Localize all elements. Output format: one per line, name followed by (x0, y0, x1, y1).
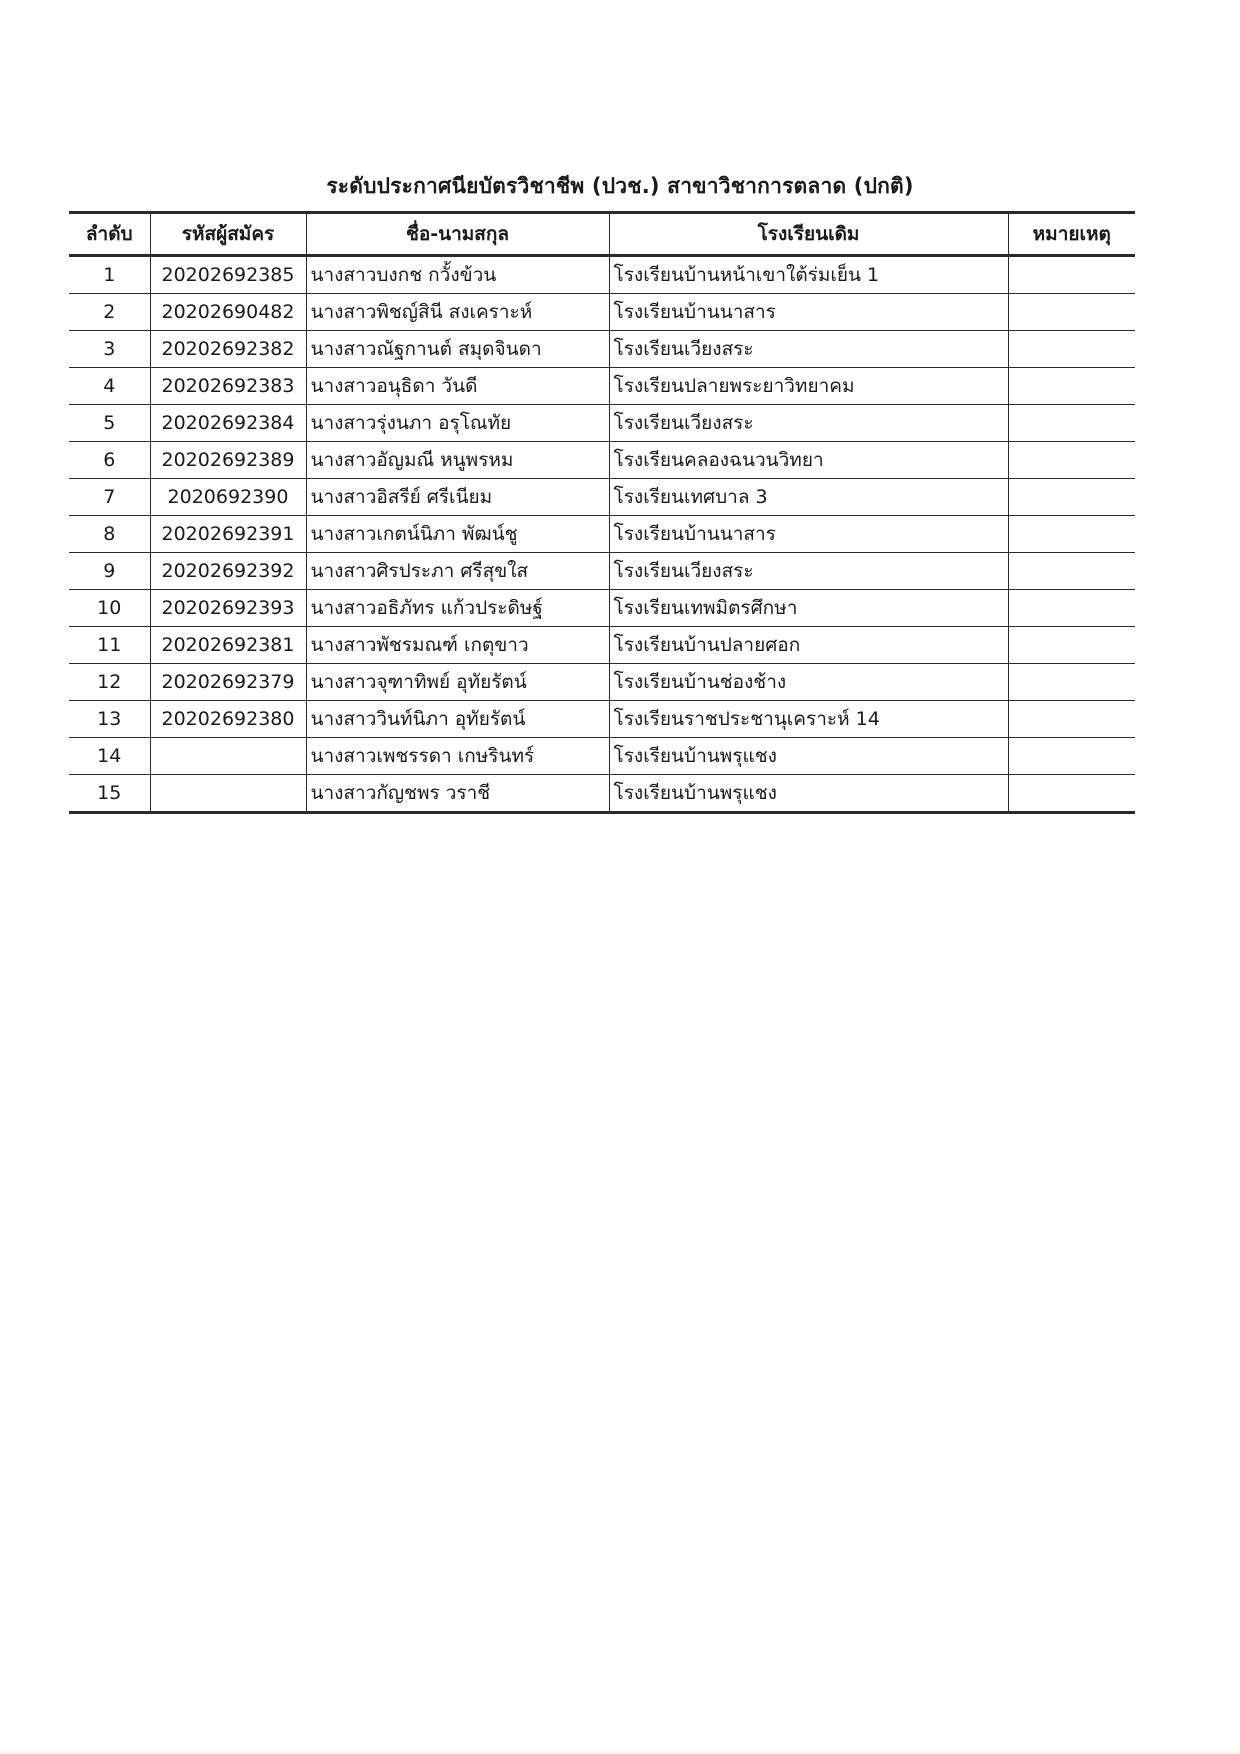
cell-name: นางสาวพัชรมณฑ์ เกตุขาว (306, 627, 609, 664)
table-row (69, 479, 1135, 516)
cell-applicant-id: 20202692391 (150, 516, 306, 553)
cell-name: นางสาววินท์นิภา อุทัยรัตน์ (306, 701, 609, 738)
cell-name: นางสาวศิรประภา ศรีสุขใส (306, 553, 609, 590)
cell-applicant-id: 20202692383 (150, 368, 306, 405)
cell-applicant-id: 20202690482 (150, 294, 306, 331)
cell-note (1008, 664, 1135, 701)
cell-no: 2 (69, 294, 150, 331)
cell-applicant-id: 20202692393 (150, 590, 306, 627)
cell-note (1008, 256, 1135, 294)
cell-applicant-id: 20202692385 (150, 256, 306, 294)
table-row (69, 664, 1135, 701)
cell-note (1008, 479, 1135, 516)
cell-no: 3 (69, 331, 150, 368)
cell-applicant-id (150, 775, 306, 813)
cell-note (1008, 775, 1135, 813)
page-title: ระดับประกาศนียบัตรวิชาชีพ (ปวช.) สาขาวิชาการตลาด (ปกติ) (326, 174, 914, 198)
table-row (69, 738, 1135, 775)
cell-no: 5 (69, 405, 150, 442)
cell-school: โรงเรียนบ้านนาสาร (609, 516, 1008, 553)
table-row (69, 442, 1135, 479)
cell-school: โรงเรียนบ้านพรุแชง (609, 775, 1008, 813)
cell-school: โรงเรียนปลายพระยาวิทยาคม (609, 368, 1008, 405)
table-row (69, 627, 1135, 664)
cell-no: 8 (69, 516, 150, 553)
table-row (69, 775, 1135, 813)
table-row (69, 294, 1135, 331)
cell-note (1008, 516, 1135, 553)
cell-note (1008, 701, 1135, 738)
cell-school: โรงเรียนบ้านปลายศอก (609, 627, 1008, 664)
cell-applicant-id: 20202692389 (150, 442, 306, 479)
cell-name: นางสาวรุ่งนภา อรุโณทัย (306, 405, 609, 442)
cell-school: โรงเรียนเวียงสระ (609, 331, 1008, 368)
cell-name: นางสาวเกตน์นิภา พัฒน์ชู (306, 516, 609, 553)
table-row (69, 368, 1135, 405)
cell-school: โรงเรียนเทพมิตรศึกษา (609, 590, 1008, 627)
cell-applicant-id: 20202692379 (150, 664, 306, 701)
table-row (69, 516, 1135, 553)
cell-school: โรงเรียนบ้านพรุแชง (609, 738, 1008, 775)
cell-no: 14 (69, 738, 150, 775)
cell-no: 15 (69, 775, 150, 813)
cell-no: 11 (69, 627, 150, 664)
cell-school: โรงเรียนราชประชานุเคราะห์ 14 (609, 701, 1008, 738)
cell-applicant-id (150, 738, 306, 775)
cell-school: โรงเรียนคลองฉนวนวิทยา (609, 442, 1008, 479)
cell-name: นางสาวอิสรีย์ ศรีเนียม (306, 479, 609, 516)
cell-no: 13 (69, 701, 150, 738)
table-row (69, 405, 1135, 442)
cell-school: โรงเรียนบ้านนาสาร (609, 294, 1008, 331)
cell-applicant-id: 20202692380 (150, 701, 306, 738)
cell-name: นางสาวจุฑาทิพย์ อุทัยรัตน์ (306, 664, 609, 701)
cell-applicant-id: 20202692384 (150, 405, 306, 442)
column-header-no: ลำดับ (69, 213, 150, 256)
cell-name: นางสาวเพชรรดา เกษรินทร์ (306, 738, 609, 775)
cell-school: โรงเรียนเวียงสระ (609, 553, 1008, 590)
cell-note (1008, 405, 1135, 442)
cell-name: นางสาวอัญมณี หนูพรหม (306, 442, 609, 479)
cell-note (1008, 442, 1135, 479)
table-body (69, 256, 1135, 813)
cell-school: โรงเรียนเวียงสระ (609, 405, 1008, 442)
cell-name: นางสาวณัฐกานต์ สมุดจินดา (306, 331, 609, 368)
cell-name: นางสาวอนุธิดา วันดี (306, 368, 609, 405)
table-row (69, 256, 1135, 294)
column-header-applicant-id: รหัสผู้สมัคร (150, 213, 306, 256)
cell-school: โรงเรียนบ้านหน้าเขาใต้ร่มเย็น 1 (609, 256, 1008, 294)
table-row (69, 701, 1135, 738)
cell-no: 7 (69, 479, 150, 516)
table-row (69, 590, 1135, 627)
cell-name: นางสาวบงกช กวั้งข้วน (306, 256, 609, 294)
table-row (69, 553, 1135, 590)
cell-no: 1 (69, 256, 150, 294)
applicant-table (69, 211, 1135, 814)
scan-edge (0, 1748, 1240, 1754)
cell-note (1008, 627, 1135, 664)
cell-name: นางสาวกัญชพร วราชี (306, 775, 609, 813)
cell-applicant-id: 20202692392 (150, 553, 306, 590)
cell-note (1008, 553, 1135, 590)
cell-no: 9 (69, 553, 150, 590)
cell-note (1008, 590, 1135, 627)
table-row (69, 331, 1135, 368)
column-header-note: หมายเหตุ (1008, 213, 1135, 256)
cell-name: นางสาวพิชญ์สินี สงเคราะห์ (306, 294, 609, 331)
cell-applicant-id: 20202692382 (150, 331, 306, 368)
cell-note (1008, 331, 1135, 368)
cell-no: 12 (69, 664, 150, 701)
cell-school: โรงเรียนเทศบาล 3 (609, 479, 1008, 516)
cell-school: โรงเรียนบ้านช่องช้าง (609, 664, 1008, 701)
cell-note (1008, 368, 1135, 405)
table-header-row (69, 213, 1135, 256)
cell-name: นางสาวอธิภัทร แก้วประดิษฐ์ (306, 590, 609, 627)
cell-note (1008, 294, 1135, 331)
cell-applicant-id: 20202692381 (150, 627, 306, 664)
cell-no: 6 (69, 442, 150, 479)
cell-note (1008, 738, 1135, 775)
cell-no: 4 (69, 368, 150, 405)
column-header-school: โรงเรียนเดิม (609, 213, 1008, 256)
column-header-name: ชื่อ-นามสกุล (306, 213, 609, 256)
cell-applicant-id: 2020692390 (150, 479, 306, 516)
cell-no: 10 (69, 590, 150, 627)
